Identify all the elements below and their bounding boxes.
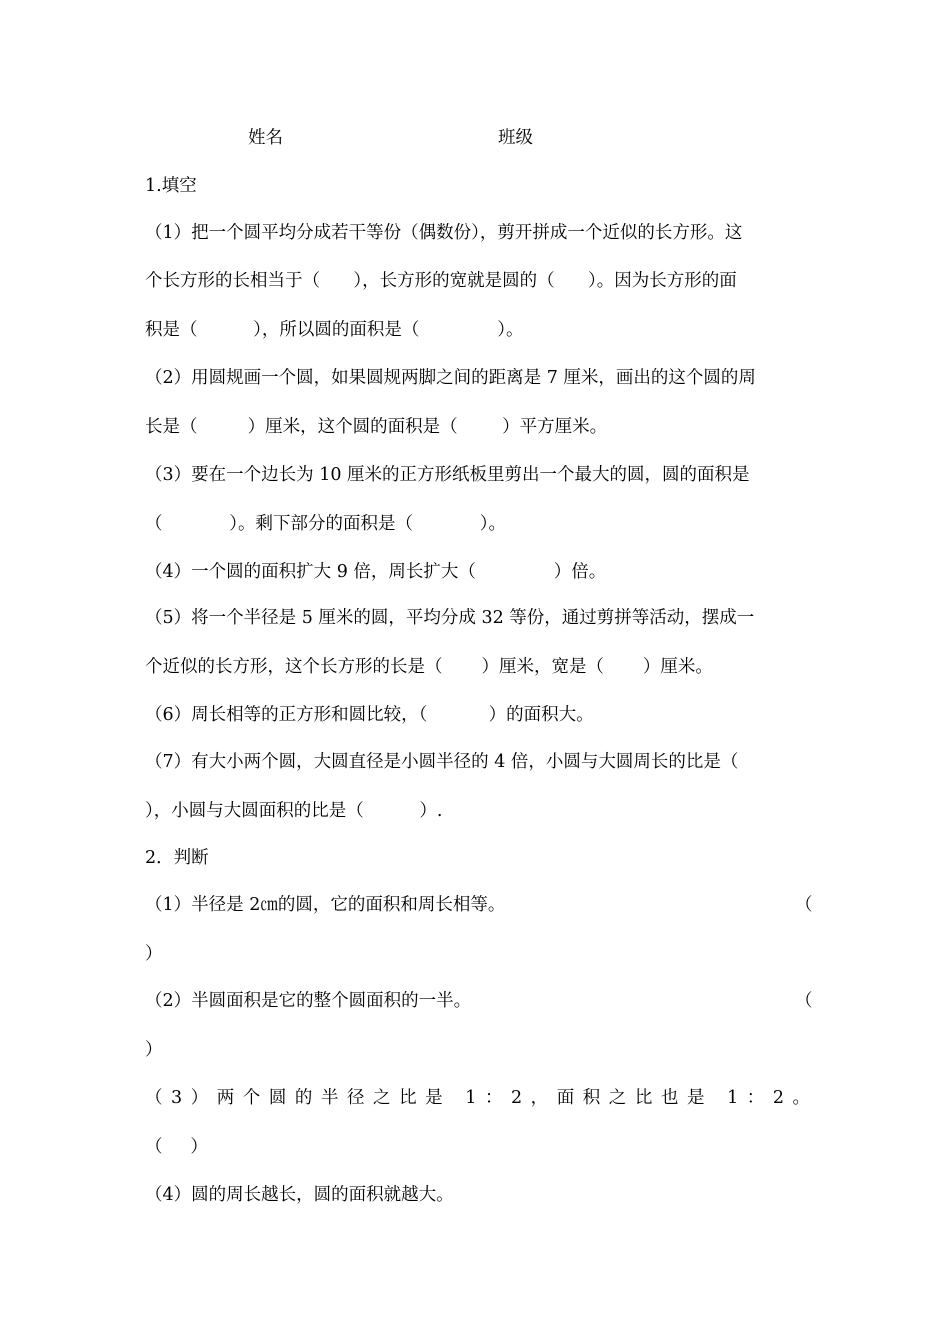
judge-item-2-close-paren: ） bbox=[145, 1040, 163, 1060]
fill-line-11: （6）周长相等的正方形和圆比较，（ ）的面积大。 bbox=[145, 705, 594, 725]
fill-line-3: 积是（ ），所以圆的面积是（ ）。 bbox=[145, 320, 524, 340]
judge-item-3-text: （3）两个圆的半径之比是 1：2，面积之比也是 1：2。 bbox=[145, 1088, 810, 1108]
judge-item-1-close-paren: ） bbox=[145, 944, 163, 964]
fill-line-5: 长是（ ）厘米，这个圆的面积是（ ）平方厘米。 bbox=[145, 417, 608, 437]
section-1-title: 1.填空 bbox=[145, 176, 197, 196]
section-2-title: 2．判断 bbox=[145, 848, 209, 868]
judge-item-1-open-paren: （ bbox=[795, 895, 813, 915]
fill-line-7: （ ）。剩下部分的面积是（ ）。 bbox=[145, 514, 507, 534]
fill-line-4: （2）用圆规画一个圆，如果圆规两脚之间的距离是 7 厘米，画出的这个圆的周 bbox=[145, 368, 756, 388]
fill-line-6: （3）要在一个边长为 10 厘米的正方形纸板里剪出一个最大的圆，圆的面积是 bbox=[145, 465, 750, 485]
judge-item-1-text: （1）半径是 2㎝的圆，它的面积和周长相等。 bbox=[145, 895, 506, 915]
class-label: 班级 bbox=[498, 128, 533, 148]
judge-item-4-text: （4）圆的周长越长，圆的面积就越大。 bbox=[145, 1185, 454, 1205]
student-name-label: 姓名 bbox=[248, 128, 283, 148]
fill-line-1: （1）把一个圆平均分成若干等份（偶数份），剪开拼成一个近似的长方形。这 bbox=[145, 223, 743, 243]
fill-line-10: 个近似的长方形，这个长方形的长是（ ）厘米，宽是（ ）厘米。 bbox=[145, 657, 713, 677]
fill-line-8: （4）一个圆的面积扩大 9 倍，周长扩大（ ）倍。 bbox=[145, 562, 607, 582]
fill-line-12: （7）有大小两个圆，大圆直径是小圆半径的 4 倍，小圆与大圆周长的比是（ bbox=[145, 752, 739, 772]
judge-item-2-open-paren: （ bbox=[795, 991, 813, 1011]
fill-line-13: ），小圆与大圆面积的比是（ ）. bbox=[145, 801, 443, 821]
judge-item-2-text: （2）半圆面积是它的整个圆面积的一半。 bbox=[145, 991, 472, 1011]
fill-line-2: 个长方形的长相当于（ ），长方形的宽就是圆的（ ）。因为长方形的面 bbox=[145, 271, 737, 291]
fill-line-9: （5）将一个半径是 5 厘米的圆，平均分成 32 等份，通过剪拼等活动，摆成一 bbox=[145, 608, 755, 628]
judge-item-3-paren: （ ） bbox=[145, 1137, 208, 1157]
